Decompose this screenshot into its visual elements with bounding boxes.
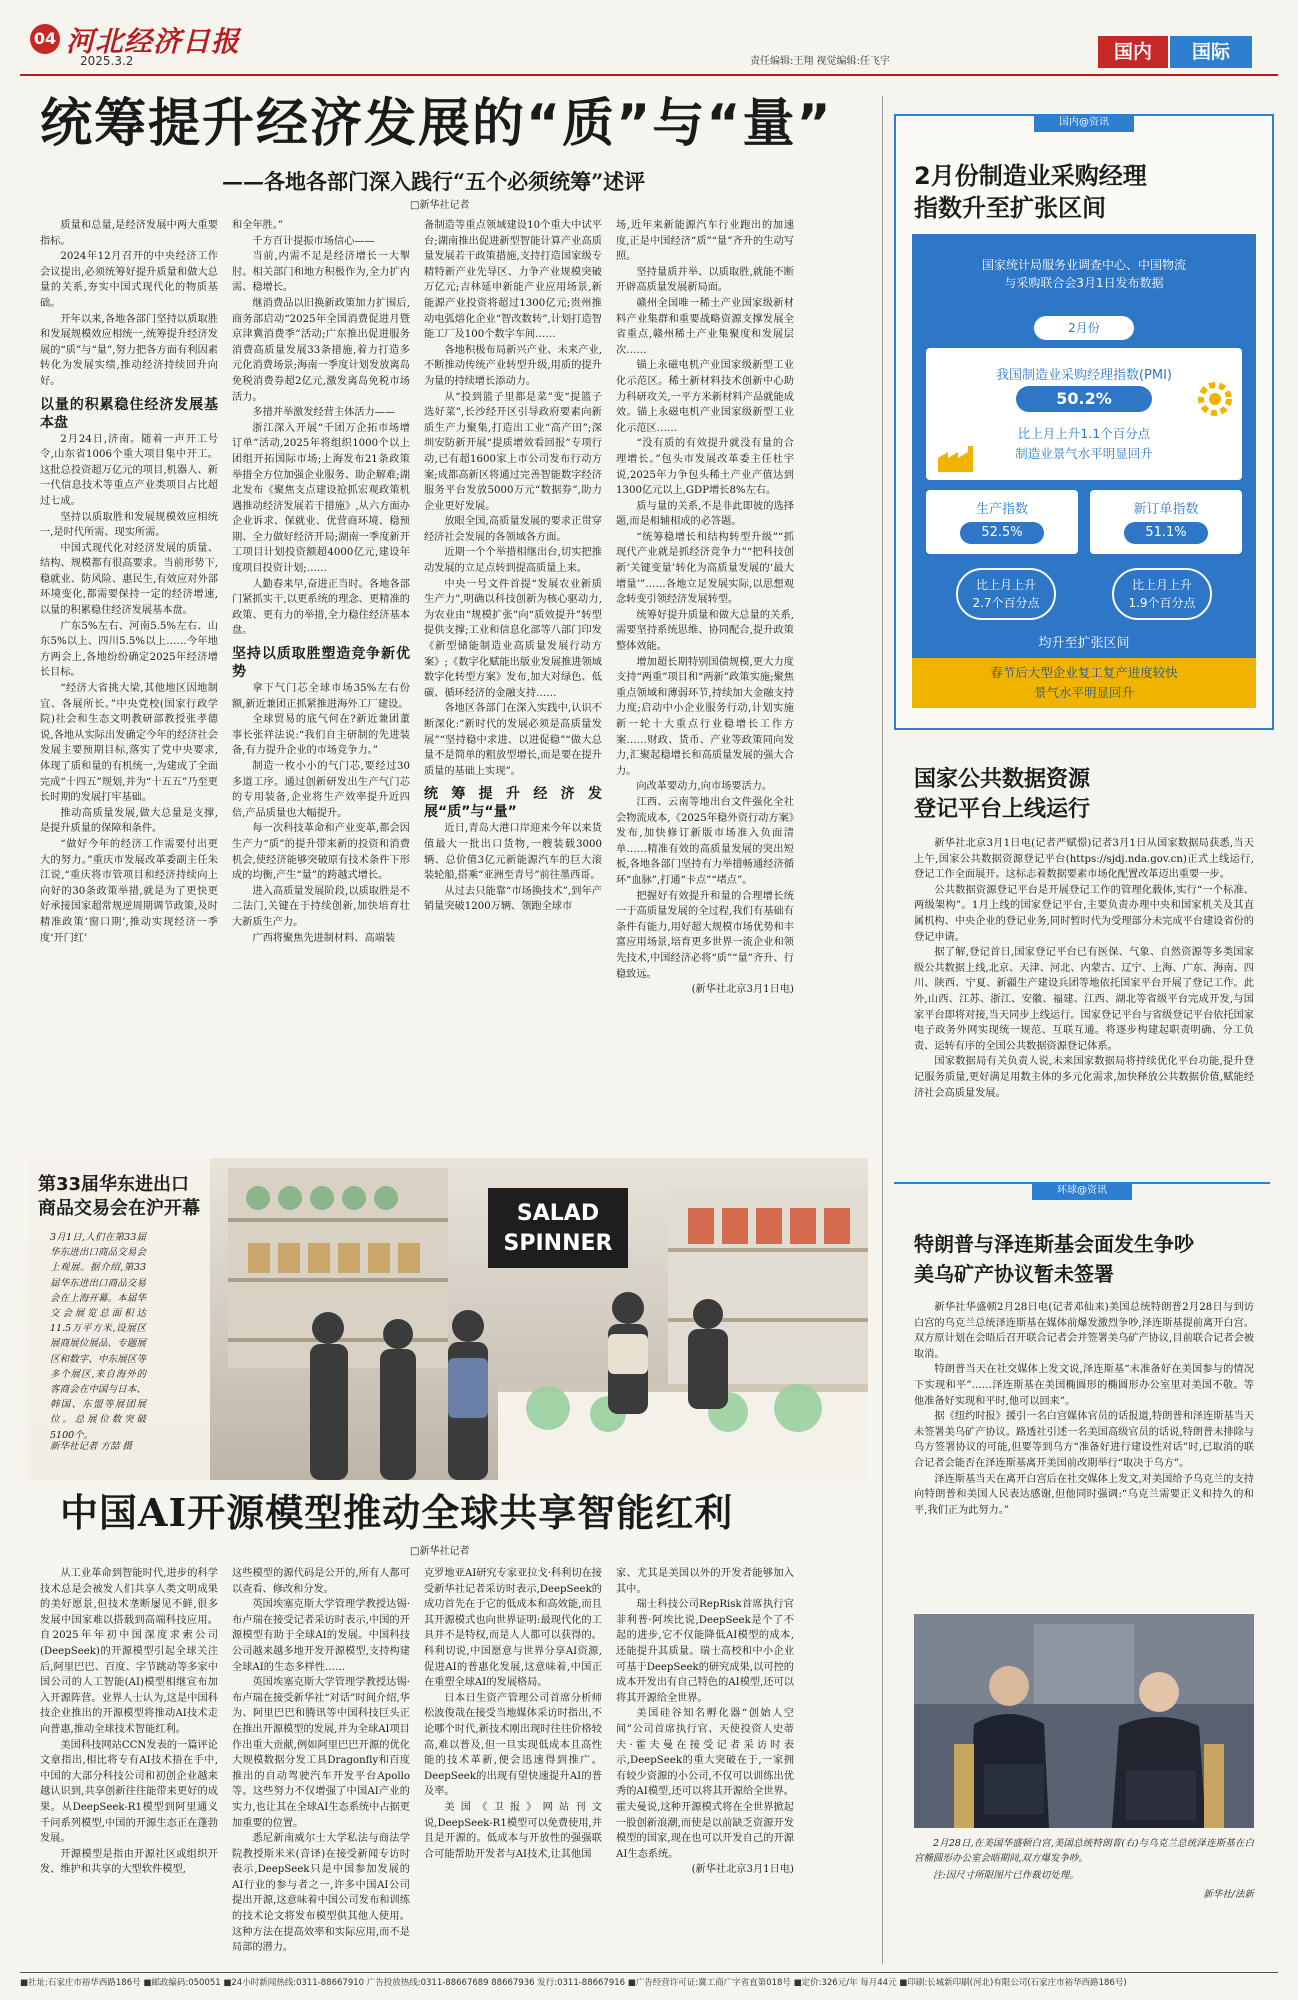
paragraph: 各地区各部门在深入实践中,认识不断深化:“新时代的发展必须是高质量发展”“坚持稳中求进、以进促稳”“做大总量不是简单的粗放型增长,而是要在提升质量的基础上实现”。 [424, 703, 602, 777]
orders-index-card [1090, 490, 1242, 554]
global-section-label: 环球@资讯 [1032, 1182, 1132, 1200]
paragraph: 2月24日,济南。随着一声开工号令,山东省1006个重大项目集中开工。这批总投资超万亿元的项目,机器人、新一代信息技术等重点产业类项目占比超过七成。 [40, 433, 218, 507]
paragraph: 开源模型是指由开源社区或组织开发、维护和共享的大型软件模型, [40, 1848, 218, 1876]
paragraph: “统筹稳增长和结构转型升级”“抓现代产业就是抓经济竞争力”“把科技创新‘关键变量’转化为高质量发展的‘最大增量’”……各地立足发展实际,以思想观念转变引领经济发展转型。 [616, 531, 794, 606]
header-rule [20, 74, 1278, 76]
editor-credits: 责任编辑:王翔 视觉编辑:任飞宇 [750, 56, 890, 67]
pmi-month-badge: 2月份 [1034, 316, 1134, 340]
production-change-line-2: 2.7个百分点 [972, 596, 1040, 610]
trump-photo-credit: 新华社/法新 [1203, 1889, 1254, 1900]
production-change-line-1: 比上月上升 [975, 578, 1036, 592]
trump-photo-caption: 2月28日,在美国华盛顿白宫,美国总统特朗普(右)与乌克兰总统泽连斯基在白宫椭圆形办公室会晤期间,双方爆发争吵。 [914, 1838, 1254, 1864]
paragraph: 千方百计提振市场信心—— [252, 235, 375, 247]
lead-title: 统筹提升经济发展的“质”与“量” [40, 94, 833, 154]
production-value: 52.5% [960, 522, 1044, 544]
pmi-source-line-2: 与采购联合会3月1日发布数据 [1004, 276, 1164, 290]
pmi-change-line-2: 制造业景气水平明显回升 [1015, 446, 1153, 461]
ai-column-3 [424, 1566, 602, 1964]
paragraph: 美国科技网站CCN发表的一篇评论文章指出,相比将专有AI技术捂在手中,中国的大部分科技公司和初创企业越来越认识到,共享创新往往能带来更好的成果。从DeepSeek-R1模型到阿里通义千问系列模型,中国的开源生态正在蓬勃发展。 [40, 1739, 218, 1845]
paragraph: 广东5%左右、河南5.5%左右、山东5%以上、四川5.5%以上……今年地方两会上,各地纷纷确定2025年经济增长目标。 [40, 620, 218, 679]
expo-title-line-2: 商品交易会在沪开幕 [38, 1198, 200, 1219]
orders-value: 51.1% [1124, 522, 1208, 544]
paragraph: 备制造等重点领域建设10个重大中试平台;湖南推出促进新型智能计算产业高质量发展若干政策措施,支持打造国家级专精特新产业先导区、力争产业规模突破万亿元;吉林延申新能产业应用场景,新能源产业投资将超过1300亿元;贵州推动电弧熔化企业“智改数转”,计划打造智能工厂及100个数字车间…… [424, 220, 602, 341]
expo-sign-text-1: SALAD [516, 1201, 600, 1226]
pmi-title-line-1: 2月份制造业采购经理 [914, 162, 1147, 190]
page-footer: ■社址:石家庄市裕华西路186号 ■邮政编码:050051 ■24小时新闻热线:0311-88667910 广告投放热线:0311-88667689 88667936 发行:0311-88667916 ■广告经营许可证:冀工商广字省直第018号 ■定价:326元/年 每月44元 ■印刷:长城新印刷(河北)有限公司(石家庄市裕华西路186号) [20, 1972, 1278, 1994]
orders-change-line-2: 1.9个百分点 [1128, 596, 1196, 610]
paragraph: 从过去只能靠“市场换技术”,到年产销量突破1200万辆、领跑全球市 [424, 885, 602, 913]
paragraph: 推动高质量发展,做大总量是支撑,是提升质量的保障和条件。 [40, 807, 218, 835]
expo-sign-text-2: SPINNER [503, 1231, 613, 1256]
pmi-source [912, 256, 1256, 292]
pmi-main-card [926, 348, 1242, 480]
paragraph: 放眼全国,高质量发展的要求正贯穿经济社会发展的各领域各方面。 [424, 516, 602, 543]
paragraph: 美国《卫报》网站刊文说,DeepSeek-R1模型可以免费使用,并且是开源的。低成本与开放性的强强联合可能帮助开发者与AI技术,让其他国 [424, 1801, 602, 1860]
ai-column-1 [40, 1566, 218, 1964]
paragraph: 赣州全国唯一稀土产业国家级新材料产业集群和重要战略资源支撑发展全省重点,赣州稀土产业集聚度和发展层次…… [616, 297, 794, 356]
paragraph: 多措并举激发经营主体活力—— [252, 407, 396, 419]
paragraph: 从“投到篮子里都是菜”变“提篮子选好菜”,长沙经开区引导政府要素向新质生产力聚集,打造出工业“高产田”;深圳安防新开展“提质增效看回报”专项行动,已有超1600家上市公司发布行动方案;成都高新区将通过完善智能数字经济服务平台发放5000万元“数据券”,助力企业更好发展。 [424, 391, 602, 512]
paragraph: 拿下气门芯全球市场35%左右份额,新近兼团正抓紧推进海外工厂建设。 [232, 683, 410, 710]
pmi-section-label: 国内@资讯 [1034, 114, 1134, 132]
trump-zelensky-photo [914, 1614, 1254, 1828]
paragraph: 据了解,登记首日,国家登记平台已有医保、气象、自然资源等多类国家级公共数据上线,北京、天津、河北、内蒙古、辽宁、上海、广东、海南、四川、陕西、宁夏、新疆生产建设兵团等地依托国家平台开展了登记工作。此外,山西、江苏、浙江、安徽、福建、江西、湖北等省级平台完成开发,与国家平台即将对接,当天同步上线运行。国家登记平台与省级登记平台依托国家电子政务外网实现统一规范、互联互通。将逐步构建起职责明确、分工负责、运转有序的全国公共数据资源登记体系。 [914, 947, 1254, 1052]
page-header [20, 14, 1278, 74]
paragraph: 全球贸易的底气何在?新近兼团董事长张祥法说:“我们自主研制的先进装备,有力提升企业的市场竞争力。” [232, 714, 410, 757]
paragraph: 近期一个个举措相继出台,切实把推动发展的立足点转到提高质量上来。 [424, 547, 602, 575]
paragraph: 从工业革命到智能时代,进步的科学技术总是会被发人们共享人类文明成果的美好愿景,但技术垄断屡见不鲜,很多发展中国家难以搭载到高端科技应用。自2025年年初中国深度求索公司(DeepSeek)的开源模型引起全球关注后,阿里巴巴、百度、字节跳动等多家中国公司的人工智能(AI)模型相继宣布加入开源阵营。业界人士认为,这是中国科技企业推出的开源模型将推动AI技术走向普惠,推动全球技术智能红利。 [40, 1568, 218, 1735]
paragraph: 进入高质量发展阶段,以质取胜是不二法门,关键在于持续创新,加快培育壮大新质生产力。 [232, 885, 410, 928]
trump-article-body [914, 1300, 1254, 1606]
trump-title-line-1: 特朗普与泽连斯基会面发生争吵 [914, 1232, 1194, 1256]
paragraph: 新华社北京3月1日电(记者严赋憬)记者3月1日从国家数据局获悉,当天上午,国家公共数据资源登记平台(https://sjdj.nda.gov.cn)正式上线运行,登记工作全面展开。这标志着数据要素市场化配置改革迈出重要一步。 [914, 838, 1254, 881]
paragraph: 每一次科技革命和产业变革,都会因生产力“质”的提升带来新的投资和消费机会,使经济能够突破原有技术条件下形成的均衡,产生“量”的跨越式增长。 [232, 823, 410, 882]
paragraph: 质量和总量,是经济发展中两大重要指标。 [40, 220, 218, 247]
paragraph: 国家数据局有关负责人说,未来国家数据局将持续优化平台功能,提升登记服务质量,更好满足用数主体的多元化需求,加快释放公共数据价值,赋能经济社会高质量发展。 [914, 1056, 1254, 1099]
lead-column-2 [232, 218, 410, 1148]
paragraph: 和全年胜。” [232, 220, 284, 231]
paragraph: 特朗普当天在社交媒体上发文说,泽连斯基“未准备好在美国参与的情况下实现和平”……泽连斯基在美国椭圆形的椭圆形办公室里对美国不敬。等他准备好实现和平时,他可以回来”。 [914, 1364, 1254, 1407]
trump-zelensky-photo-image [914, 1614, 1254, 1828]
expo-photo-credit: 新华社记者 方喆 摄 [50, 1441, 133, 1452]
issue-date: 2025.3.2 [80, 54, 134, 68]
lead-column-4 [616, 218, 794, 1148]
tab-domestic[interactable]: 国内 [1098, 36, 1168, 68]
pmi-footer-line-1: 春节后大型企业复工复产进度较快 [990, 665, 1178, 680]
paragraph: 新华社华盛顿2月28日电(记者邓仙来)美国总统特朗普2月28日与到访白宫的乌克兰总统泽连斯基在媒体前爆发激烈争吵,泽连斯基提前离开白宫。双方原计划在会晤后召开联合记者会并签署美乌矿产协议,目前联合记者会被取消。 [914, 1302, 1254, 1360]
paragraph: 坚持以质取胜和发展规模效应相统一,是时代所需、现实所需。 [40, 511, 218, 539]
expo-photo [28, 1158, 868, 1480]
paragraph: 克罗地亚AI研究专家亚拉戈·科利切在接受新华社记者采访时表示,DeepSeek的成功首先在于它的低成本和高效能,而且其开源模式也向世界证明:最现代化的工具并不是特权,而是人人都可以获得的。科利切说,中国愿意与世界分享AI资源,促进AI的普惠化发展,这意味着,中国正在重塑全球AI的发展格局。 [424, 1568, 602, 1689]
paragraph: 各地积极布局新兴产业、未来产业,不断推动传统产业转型升级,用质的提升为量的持续增长添动力。 [424, 344, 602, 387]
production-change-bubble [956, 568, 1056, 620]
pmi-source-line-1: 国家统计局服务业调查中心、中国物流 [981, 258, 1186, 272]
ai-byline: □新华社记者 [410, 1546, 470, 1557]
pmi-change-line-1: 比上月上升1.1个百分点 [1017, 426, 1151, 441]
orders-label: 新订单指数 [1133, 502, 1199, 517]
paragraph: 瑞士科技公司RepRisk首席执行官菲利普·阿埃比说,DeepSeek是个了不起的进步,它不仅能降低AI模型的成本,还能提升其质量。瑞士高校和中小企业可基于DeepSeek的研究成果,以可控的成本开发出有自己特色的AI模型,还可以将其开源给全世界。 [616, 1599, 794, 1704]
trump-title-line-2: 美乌矿产协议暂未签署 [914, 1262, 1114, 1286]
ai-column-4 [616, 1566, 794, 1964]
paper-logo: 河北经济日报 [66, 25, 241, 58]
section-subheading: 统筹提升经济发展“质”与“量” [424, 786, 602, 821]
paragraph: 把握好有效提升和量的合理增长统一于高质量发展的全过程,我们有基础有条件有能力,用好超大规模市场优势和丰富应用场景,培育更多世界一流企业和领先技术,中国经济必将“质”“量”齐升、行稳致远。 [616, 890, 794, 980]
pmi-title-line-2: 指数升至扩张区间 [914, 194, 1106, 222]
paragraph: 据《纽约时报》援引一名白宫媒体官员的话报道,特朗普和泽连斯基当天未签署美乌矿产协议。路透社引述一名美国高级官员的话说,特朗普未排除与乌方签署协议的可能,但要等到乌方“准备好进行建设性对话”时,已取消的联合记者会能否在泽连斯基离开美国前改期举行“取决于乌方”。 [914, 1411, 1254, 1469]
paragraph: 中国式现代化对经济发展的质量、结构、规模都有很高要求。当前形势下,稳就业、防风险、惠民生,有效应对外部环境变化,都需要保持一定的经济增速,以量的积累稳住经济发展基本盘。 [40, 542, 218, 617]
paragraph: 坚持量质并举、以质取胜,就能不断开辟高质量发展新局面。 [616, 266, 794, 294]
pmi-box [894, 114, 1274, 730]
paragraph: 浙江深入开展“千团万企拓市场增订单”活动,2025年将组织1000个以上团组开拓国际市场;上海发布21条政策举措全方位加强企业服务、助企解难;湖北发布《聚焦支点建设抢抓宏观政策机遇推动经济发展若干措施》,从六方面办企业诉求、保就业、优营商环境、稳预期、全力做好经济开局;湖南一季度新开工项目计划投资额超4000亿元,建设年度项目投资计划;…… [232, 422, 410, 575]
paragraph: 场,近年来新能源汽车行业跑出的加速度,正是中国经济“质”“量”齐升的生动写照。 [616, 220, 794, 263]
paragraph: 质与量的关系,不是非此即彼的选择题,而是相辅相成的必答题。 [616, 500, 794, 528]
lead-byline: □新华社记者 [410, 200, 470, 211]
paragraph: 近日,青岛大港口岸迎来今年以来货值最大一批出口货物,一艘装载3000辆、总价值3亿元新能源汽车的巨大滚装轮船,搭乘“亚洲至青号”前往墨西哥。 [424, 823, 602, 882]
gear-icon [1194, 378, 1236, 420]
pmi-footer-band [912, 658, 1256, 708]
ai-title: 中国AI开源模型推动全球共享智能红利 [60, 1490, 734, 1535]
paragraph: 家、尤其是美国以外的开发者能够加入其中。 [616, 1568, 794, 1595]
paragraph: 这些模型的源代码是公开的,所有人都可以查看、修改和分发。 [232, 1568, 410, 1595]
tab-international[interactable]: 国际 [1170, 36, 1252, 68]
paragraph: 锚上永磁电机产业国家级新型工业化示范区。稀土新材料技术创新中心助力科研攻关,一平方米新材料产品就能成效。锚上永磁电机产业国家级新型工业化示范区…… [616, 360, 794, 434]
paragraph: 人勤春来早,奋进正当时。各地各部门紧抓实干,以更系统的理念、更精准的政策、更有力的举措,全力稳住经济基本盘。 [232, 578, 410, 637]
lead-subtitle: ——各地各部门深入践行“五个必须统筹”述评 [222, 169, 646, 194]
paragraph: “没有质的有效提升就没有量的合理增长。”包头市发展改革委主任杜宇说,2025年力争包头稀土产业产值达到1300亿元以上,GDP增长8%左右。 [616, 438, 794, 497]
pmi-label: 我国制造业采购经理指数(PMI) [995, 368, 1173, 383]
paragraph: 当前,内需不足是经济增长一大掣肘。相关部门和地方积极作为,全力扩内需、稳增长。 [232, 251, 410, 294]
production-index-card [926, 490, 1078, 554]
paragraph: 统筹好提升质量和做大总量的关系,需要坚持系统思维、协同配合,提升政策整体效能。 [616, 609, 794, 653]
production-label: 生产指数 [975, 502, 1028, 517]
both-expansion-label: 均升至扩张区间 [1038, 636, 1130, 651]
data-title-line-1: 国家公共数据资源 [914, 767, 1091, 792]
lead-column-3 [424, 218, 602, 1148]
dateline: (新华社北京3月1日电) [691, 984, 794, 996]
paragraph: 开年以来,各地各部门坚持以质取胜和发展规模效应相统一,统筹提升经济发展的“质”与“量”,努力把各方面有利因素转化为发展实绩,推动经济持续回升向好。 [40, 313, 218, 387]
paragraph: 公共数据资源登记平台是开展登记工作的管理化载体,实行“一个标准、两级架构”。1月上线的国家登记平台,主要负责办理中央和国家机关及其直属机构、中央企业的登记业务,同时暂时代为受理部分未完成平台建设省份的登记申请。 [914, 884, 1254, 943]
paragraph: 增加超长期特别国债规模,更大力度支持“两重”项目和“两新”政策实施;聚焦重点领域和薄弱环节,持续加大金融支持力度;启动中小企业服务行动,计划实施新一轮十大重点行业稳增长工作方案……财政、货币、产业等政策同向发力,汇聚起稳增长和高质量发展的强大合力。 [616, 656, 794, 777]
paragraph: 悉尼新南威尔士大学私法与商法学院教授斯米米(音译)在接受新闻专访时表示,DeepSeek只是中国参加发展的AI行业的参与者之一,许多中国AI公司提出开源,这意味着中国公司发布和训练的技术论文将发布模型供其他人使用。这种方法在提高效率和实际应用,而不是局部的潜力。 [232, 1833, 410, 1954]
paragraph: “经济大省挑大梁,其他地区因地制宜、各展所长。”中央党校(国家行政学院)社会和生态文明教研部教授张孝德说,各地从实际出发确定今年的经济社会发展主要预期目标,落实了党中央要求,体现了质和量的有机统一,为建成了全面完成“十四五”规划,并为“十五五”乃至更长时期的发展打牢基础。 [40, 683, 218, 804]
paragraph: 美国硅谷知名孵化器“创始人空间”公司首席执行官、天使投资人史蒂夫·霍夫曼在接受记者采访时表示,DeepSeek的重大突破在于,一家拥有较少资源的小公司,不仅可以训练出优秀的AI模型,还可以将其开源给全世界。霍夫曼说,这种开源模式将在全世界掀起一股创新浪潮,而使是以前缺乏资源开发模型的国家,现在也可以开发自己的开源AI生态系统。 [616, 1708, 794, 1860]
paragraph: 向改革要动力,向市场要活力。 [636, 781, 773, 793]
section-subheading: 以量的积累稳住经济发展基本盘 [40, 396, 218, 431]
paragraph: 泽连斯基当天在离开白宫后在社交媒体上发文,对美国给予乌克兰的支持向特朗普和美国人民表达感谢,但他同时强调:“乌克兰需要正义和持久的和平,我们正为此努力。” [914, 1473, 1254, 1516]
expo-caption: 3月1日,人们在第33届华东进出口商品交易会上观展。据介绍,第33届华东进出口商品交易会在上海开幕。本届华交会展览总面积达11.5万平方米,设展区展商展位展品、专题展区和数字、中东展区等多个展区,来自海外的客商会在中国与日本、韩国、东盟等展团展位。总展位数突破5100个。 [50, 1232, 146, 1441]
data-article-body [914, 836, 1254, 1176]
paragraph: 制造一枚小小的气门芯,要经过30多道工序。通过创新研发出生产气门芯的专用装备,企业将生产效率提升近四倍,产品质量也大幅提升。 [232, 761, 410, 819]
dateline: (新华社北京3月1日电) [691, 1864, 794, 1876]
paragraph: 江西、云南等地出台文件强化全社会物流成本,《2025年稳外资行动方案》发布,加快修订新版市场准入负面清单……精准有效的高质量发展的突出短板,各地各部门坚持有力举措畅通经济循环“血脉”,打通“卡点”“堵点”。 [616, 796, 794, 886]
paragraph: 广西将聚焦先进制材料、高端装 [252, 932, 396, 944]
data-title-line-2: 登记平台上线运行 [914, 797, 1091, 822]
paragraph: 继消费品以旧换新政策加力扩围后,商务部启动“2025年全国消费促进月暨京津冀消费季”活动;广东推出促进服务消费高质量发展33条措施,着力打造多元化消费场景;海南一季度计划发放离岛免税消费券超2亿元,激发离岛免税市场活力。 [232, 297, 410, 403]
expo-title-line-1: 第33届华东进出口 [38, 1174, 190, 1195]
trump-photo-caption-note: 注:因尺寸所限图片已作裁切处理。 [933, 1870, 1079, 1881]
paragraph: 英国埃塞克斯大学管理学教授达锡·布卢瑞在接受新华社“对话”时间介绍,华为、阿里巴巴和腾讯等中国科技巨头正在推出开源模型的发展,并为全球AI项目作出重大贡献,例如阿里巴巴开源的优化大规模数据分发工具Dragonfly和百度推出的自动驾驶汽车开发平台Apollo等。这些努力不仅增强了中国AI产业的实力,也让其在全球AI生态系统中占据更加重要的位置。 [232, 1677, 410, 1829]
pmi-footer-line-2: 景气水平明显回升 [1033, 685, 1134, 700]
lead-column-1 [40, 218, 218, 1148]
ai-column-2 [232, 1566, 410, 1964]
pmi-value: 50.2% [1016, 386, 1152, 412]
section-subheading: 坚持以质取胜塑造竞争新优势 [232, 646, 410, 681]
paragraph: 2024年12月召开的中央经济工作会议提出,必须统筹好提升质量和做大总量的关系,夯实中国式现代化的物质基础。 [40, 251, 218, 309]
factory-icon [936, 444, 976, 474]
expo-caption-box [28, 1158, 210, 1480]
paragraph: “做好今年的经济工作需要付出更大的努力。”重庆市发展改革委副主任朱江说,“重庆将市管项目和经济持续向上向好的30条政策举措,就是为了更快更好承接国家超常规逆周期调节政策,及时精准政策‘窗口期’,推动实现经济一季度‘开门红’ [40, 838, 218, 944]
paragraph: 中央一号文件首提“发展农业新质生产力”,明确以科技创新为核心驱动力,为农业由“规模扩张”向“质效提升”转型提供支撑;工业和信息化部等八部门印发《新型储能制造业高质量发展行动方案》;《数字化赋能出版业发展推进领域数字化转型方案》发布,加大对绿色、低碳、循环经济的金融支持…… [424, 578, 602, 699]
orders-change-line-1: 比上月上升 [1131, 578, 1192, 592]
pmi-infographic [912, 234, 1256, 708]
page-number-badge: 04 [30, 24, 60, 54]
column-divider [882, 96, 883, 1964]
paragraph: 日本日生资产管理公司首席分析师松波俊哉在接受当地媒体采访时指出,不论哪个时代,新技术刚出现时往往价格较高,难以普及,但一旦实现低成本且高性能的技术革新,便会迅速得到推广。DeepSeek的出现有望快速提升AI的普及率。 [424, 1692, 602, 1798]
orders-change-bubble [1112, 568, 1212, 620]
paragraph: 英国埃塞克斯大学管理学教授达锡·布卢瑞在接受记者采访时表示,中国的开源模型有助于全球AI的发展。中国科技公司越来越多地开发开源模型,支持构建全球AI的生态多样性…… [232, 1599, 410, 1673]
